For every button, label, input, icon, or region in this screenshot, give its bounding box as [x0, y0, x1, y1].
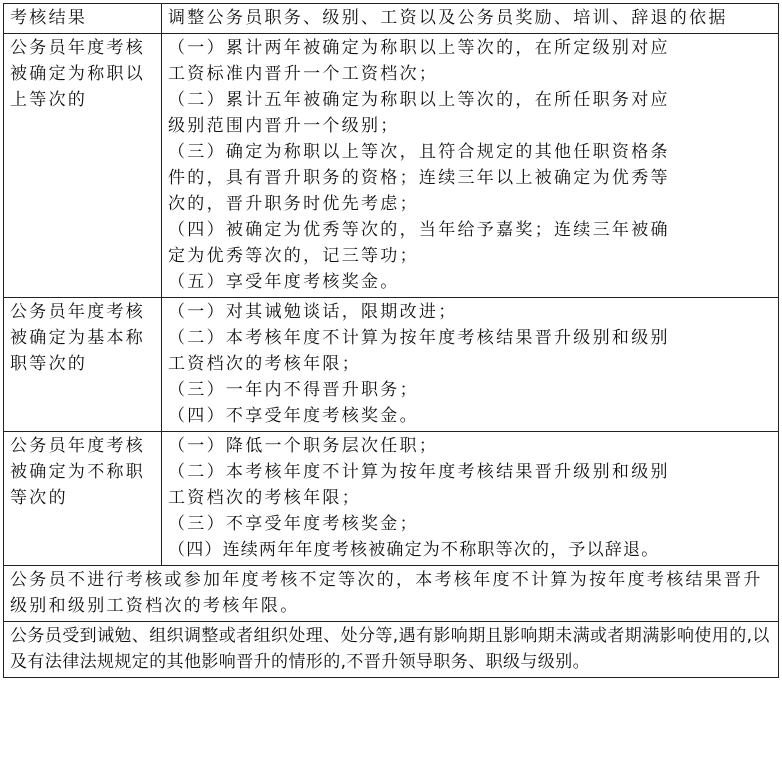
basis-line: （四）被确定为优秀等次的，当年给予嘉奖；连续三年被确	[168, 220, 670, 240]
basis-cell	[162, 34, 779, 298]
header-basis-cell: 调整公务员职务、级别、工资以及公务员奖励、培训、辞退的依据	[162, 4, 779, 34]
basis-line: 工资标准内晋升一个工资档次；	[168, 64, 439, 84]
basis-line: （二）本考核年度不计算为按年度考核结果晋升级别和级别	[168, 328, 670, 348]
basis-line: （三）不享受年度考核奖金；	[168, 514, 419, 534]
basis-line: （五）享受年度考核奖金。	[168, 272, 400, 292]
result-cell: 公务员年度考核被确定为不称职等次的	[4, 432, 162, 566]
basis-cell	[162, 298, 779, 432]
note-cell: 公务员不进行考核或参加年度考核不定等次的，本考核年度不计算为按年度考核结果晋升级别和级别工资档次的考核年限。	[4, 566, 779, 622]
note-row	[4, 566, 779, 622]
header-row	[4, 4, 779, 34]
basis-line: （二）累计五年被确定为称职以上等次的，在所任职务对应	[168, 90, 670, 110]
basis-line: 级别范围内晋升一个级别；	[168, 116, 400, 136]
result-cell: 公务员年度考核被确定为基本称职等次的	[4, 298, 162, 432]
basis-line: 工资档次的考核年限；	[168, 488, 361, 508]
result-cell: 公务员年度考核被确定为称职以上等次的	[4, 34, 162, 298]
table-row	[4, 432, 779, 566]
basis-line: （一）累计两年被确定为称职以上等次的，在所定级别对应	[168, 38, 670, 58]
basis-line: （三）确定为称职以上等次，且符合规定的其他任职资格条	[168, 142, 670, 162]
basis-line: 次的，晋升职务时优先考虑；	[168, 194, 419, 214]
basis-line: 件的，具有晋升职务的资格；连续三年以上被确定为优秀等	[168, 168, 670, 188]
header-result-cell: 考核结果	[4, 4, 162, 34]
basis-line: （四）连续两年年度考核被确定为不称职等次的，予以辞退。	[168, 540, 660, 560]
note-row	[4, 622, 779, 678]
assessment-table	[3, 3, 779, 678]
basis-cell	[162, 432, 779, 566]
basis-line: （二）本考核年度不计算为按年度考核结果晋升级别和级别	[168, 462, 670, 482]
basis-line: （四）不享受年度考核奖金。	[168, 406, 419, 426]
basis-line: 工资档次的考核年限；	[168, 354, 361, 374]
basis-line: （一）降低一个职务层次任职；	[168, 436, 439, 456]
basis-line: （一）对其诫勉谈话，限期改进；	[168, 302, 458, 322]
table-row	[4, 34, 779, 298]
basis-line: 定为优秀等次的，记三等功；	[168, 246, 419, 266]
table-row	[4, 298, 779, 432]
basis-line: （三）一年内不得晋升职务；	[168, 380, 419, 400]
note-cell: 公务员受到诫勉、组织调整或者组织处理、处分等,遇有影响期且影响期未满或者期满影响使用的,以及有法律法规规定的其他影响晋升的情形的,不晋升领导职务、职级与级别。	[4, 622, 779, 678]
